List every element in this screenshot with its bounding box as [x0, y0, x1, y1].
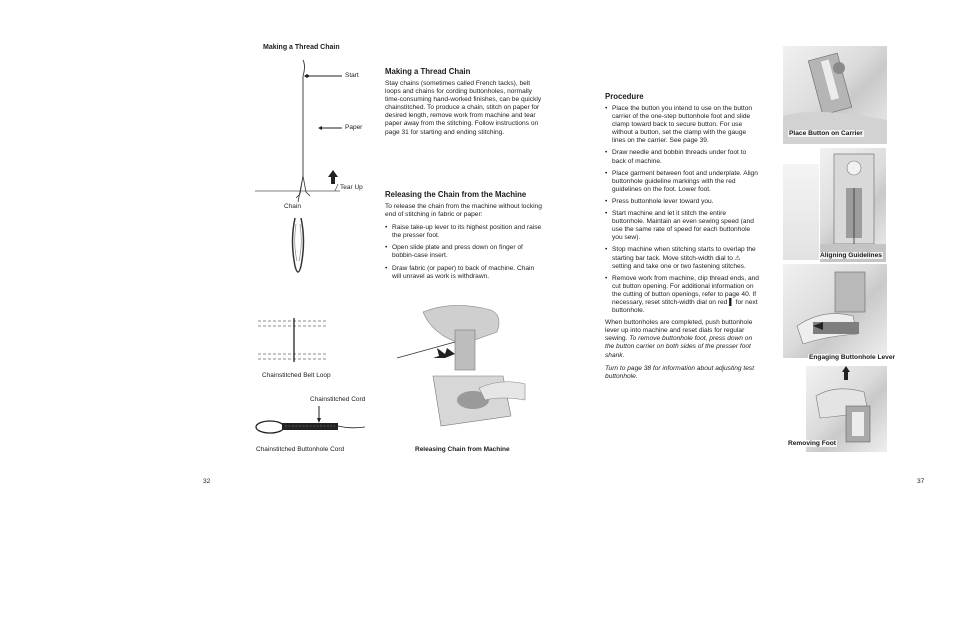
caption-removing-foot: Removing Foot — [788, 440, 836, 447]
photo-aligning-art — [820, 148, 886, 262]
procedure-heading: Procedure — [605, 92, 644, 101]
page-number-right: 37 — [917, 478, 925, 485]
photo-engaging-art — [783, 264, 887, 358]
caption-engaging-lever: Engaging Buttonhole Lever — [809, 354, 896, 361]
belt-loop — [293, 218, 304, 272]
list-item: • Place garment between foot and underplate. Align buttonhole guideline markings with the red guidelines on the foot. Lower foot. — [605, 170, 760, 194]
releasing-chain-photo — [393, 296, 533, 440]
buttonhole-cord-diagram — [250, 404, 375, 444]
procedure-turn-to: Turn to page 38 for information about adjusting test buttonhole. — [605, 364, 755, 380]
releasing-photo-caption: Releasing Chain from Machine — [415, 446, 510, 453]
making-chain-body: Stay chains (sometimes called French tacks), belt loops and chains for cording buttonholes, normally time-consuming hand-worked finishes, can be quickly chainstitched. To produce a chain, stitch on paper for desired length, remove work from machine and tear paper away from the stitching. Follow instructions on page 31 for starting and ending stitching. — [385, 80, 542, 136]
list-item: • Remove work from machine, clip thread ends, and cut button opening. For additional information on the cutting of button openings, refer to page 40. If necessary, reset stitch-width dial on red ▌ for next buttonhole. — [605, 275, 760, 315]
releasing-chain-steps — [385, 224, 545, 281]
releasing-chain-intro: To release the chain from the machine without locking end of stitching in fabric or paper: — [385, 203, 542, 219]
list-item: • Start machine and let it stitch the entire buttonhole. Maintain an even sewing speed (and use the same rate of speed for each buttonhole you sew). — [605, 210, 760, 242]
list-item: • Press buttonhole lever toward you. — [605, 198, 760, 206]
list-item: • Place the button you intend to use on the button carrier of the one-step buttonhole foot and slide clamp toward back to secure button. For use without a button, set the clamp with the gauge lines on the carrier. See page 39. — [605, 105, 760, 145]
tear-up-arrow — [331, 177, 335, 184]
caption-place-button: Place Button on Carrier — [789, 130, 863, 137]
photo-aligning-guidelines — [820, 148, 886, 262]
caption-aligning-guidelines: Aligning Guidelines — [820, 252, 882, 259]
cord-label: Chainstitched Cord — [310, 396, 366, 403]
releasing-chain-heading: Releasing the Chain from the Machine — [385, 190, 527, 199]
releasing-chain-section — [385, 190, 545, 285]
thread-chain-diagram — [250, 56, 375, 396]
procedure-section — [605, 92, 760, 381]
photo-engaging-lever — [783, 264, 887, 358]
label-paper: Paper — [345, 124, 363, 131]
making-chain-heading: Making a Thread Chain — [385, 67, 471, 76]
photo-aligning-left — [783, 164, 819, 260]
list-item: • Open slide plate and press down on finger of bobbin-case insert. — [385, 244, 545, 260]
belt-loop-caption: Chainstitched Belt Loop — [262, 372, 331, 379]
cord-body — [282, 423, 338, 430]
procedure-steps — [605, 105, 760, 315]
buttonhole-cord-caption: Chainstitched Buttonhole Cord — [256, 446, 345, 453]
procedure-after-italic: To remove buttonhole foot, press down on the button carrier on both sides of the presser foot shank. — [605, 335, 753, 359]
presser-foot — [455, 330, 475, 370]
label-tear-up: Tear Up — [340, 184, 363, 191]
list-item: • Draw needle and bobbin threads under foot to back of machine. — [605, 149, 760, 165]
cord-loop — [256, 421, 284, 433]
list-item: • Draw fabric (or paper) to back of machine. Chain will unravel as work is withdrawn. — [385, 265, 545, 281]
label-start: Start — [345, 72, 359, 79]
list-item: • Stop machine when stitching starts to overlap the starting bar tack. Move stitch-width dial to ⚠ setting and take one or two fastening stitches. — [605, 246, 760, 270]
figure-title: Making a Thread Chain — [263, 44, 340, 51]
thread-line — [303, 60, 305, 176]
procedure-after — [605, 319, 760, 359]
label-chain: Chain — [284, 203, 301, 210]
making-chain-section — [385, 67, 545, 137]
page-number-left: 32 — [203, 478, 211, 485]
chain-tail — [296, 176, 310, 202]
procedure-after-text: When buttonholes are completed, push buttonhole lever up into machine and reset dials for regular sewing. — [605, 319, 753, 343]
list-item: • Raise take-up lever to its highest position and raise the presser foot. — [385, 224, 545, 240]
